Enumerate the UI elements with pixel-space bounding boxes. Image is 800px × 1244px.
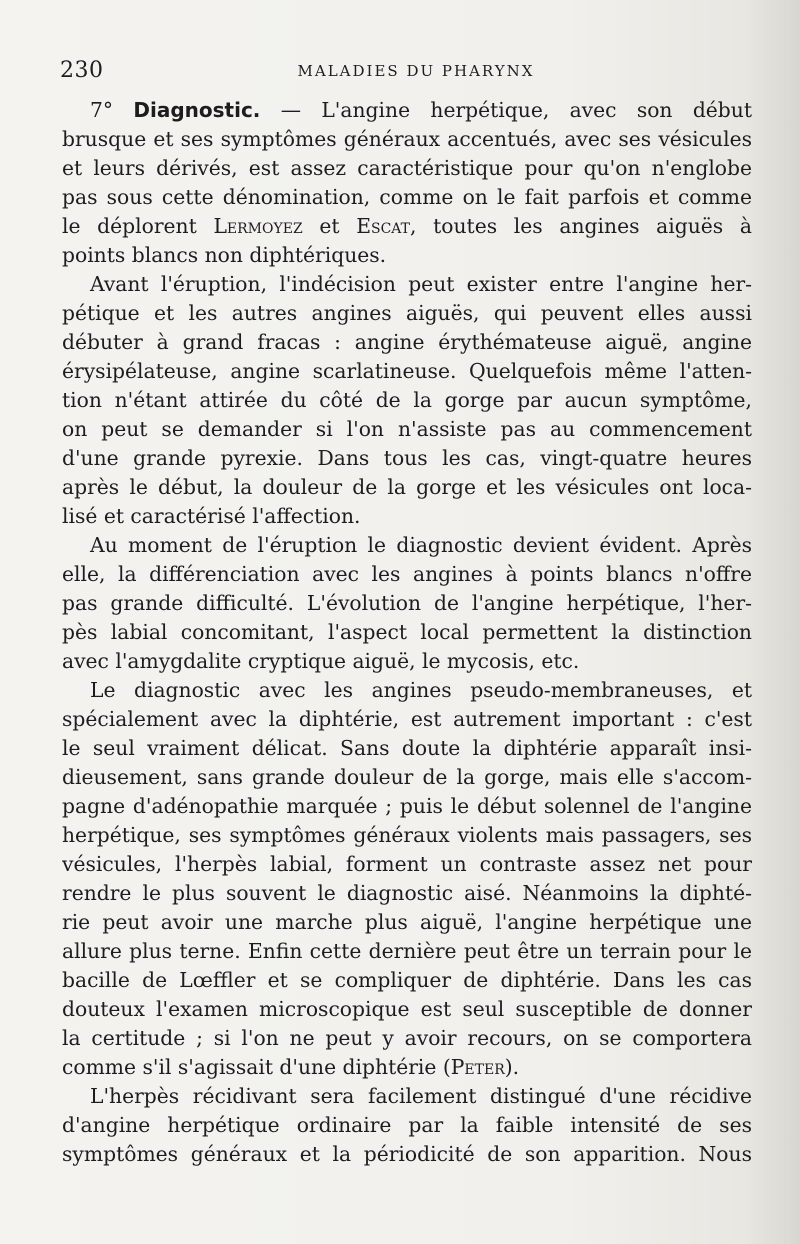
- text-line: débuter à grand fracas : angine érythémateuse aiguë, angine: [62, 330, 752, 354]
- text-line: rendre le plus souvent le diagnostic aisé. Néanmoins la diphté-: [62, 881, 752, 905]
- text-line: allure plus terne. Enfin cette dernière peut être un terrain pour le: [62, 939, 752, 963]
- author-name: Peter: [450, 1055, 505, 1079]
- text-line: d'angine herpétique ordinaire par la faible intensité de ses: [62, 1113, 752, 1137]
- text-line: comme s'il s'agissait d'une diphtérie (Peter).: [62, 1055, 520, 1079]
- running-title: MALADIES DU PHARYNX: [297, 62, 535, 80]
- text-line: le déplorent Lermoyez et Escat, toutes les angines aiguës à: [62, 214, 752, 238]
- text-line: pas grande difficulté. L'évolution de l'angine herpétique, l'her-: [62, 591, 752, 615]
- text-line: le seul vraiment délicat. Sans doute la diphtérie apparaît insi-: [62, 736, 752, 760]
- text-line: points blancs non diphtériques.: [62, 243, 387, 267]
- text-line: 7° Diagnostic. — L'angine herpétique, avec son début: [90, 98, 752, 122]
- text-line: avec l'amygdalite cryptique aiguë, le mycosis, etc.: [62, 649, 580, 673]
- text-line: douteux l'examen microscopique est seul susceptible de donner: [62, 997, 752, 1021]
- text-line: symptômes généraux et la périodicité de son apparition. Nous: [62, 1142, 752, 1166]
- text-line: et leurs dérivés, est assez caractéristique pour qu'on n'englobe: [62, 156, 752, 180]
- text-line: rie peut avoir une marche plus aiguë, l'angine herpétique une: [62, 910, 752, 934]
- text-line: pétique et les autres angines aiguës, qui peuvent elles aussi: [62, 301, 752, 325]
- text-line: herpétique, ses symptômes généraux violents mais passagers, ses: [62, 823, 752, 847]
- section-heading: Diagnostic.: [133, 98, 261, 122]
- text-line: spécialement avec la diphtérie, est autrement important : c'est: [62, 707, 752, 731]
- text-line: Avant l'éruption, l'indécision peut exister entre l'angine her-: [90, 272, 752, 296]
- text-line: Au moment de l'éruption le diagnostic devient évident. Après: [90, 533, 752, 557]
- text-line: après le début, la douleur de la gorge et les vésicules ont loca-: [62, 475, 752, 499]
- text-line: érysipélateuse, angine scarlatineuse. Quelquefois même l'atten-: [62, 359, 752, 383]
- text-line: L'herpès récidivant sera facilement distingué d'une récidive: [90, 1084, 752, 1108]
- text-line: d'une grande pyrexie. Dans tous les cas, vingt-quatre heures: [62, 446, 752, 470]
- text-line: brusque et ses symptômes généraux accentués, avec ses vésicules: [62, 127, 752, 151]
- text-line: tion n'étant attirée du côté de la gorge par aucun symptôme,: [62, 388, 752, 412]
- author-name: Escat: [356, 214, 410, 238]
- body-text: [62, 96, 752, 1169]
- author-name: Lermoyez: [213, 214, 303, 238]
- section-number: 7°: [90, 98, 114, 122]
- text-line: dieusement, sans grande douleur de la gorge, mais elle s'accom-: [62, 765, 752, 789]
- text-line: Le diagnostic avec les angines pseudo-membraneuses, et: [90, 678, 752, 702]
- text-line: pagne d'adénopathie marquée ; puis le début solennel de l'angine: [62, 794, 752, 818]
- text-line: la certitude ; si l'on ne peut y avoir recours, on se comportera: [62, 1026, 752, 1050]
- text-line: vésicules, l'herpès labial, forment un contraste assez net pour: [62, 852, 752, 876]
- text-line: on peut se demander si l'on n'assiste pas au commencement: [62, 417, 752, 441]
- text-line: pas sous cette dénomination, comme on le fait parfois et comme: [62, 185, 752, 209]
- text-line: bacille de Lœffler et se compliquer de diphtérie. Dans les cas: [62, 968, 752, 992]
- page-number: 230: [60, 58, 104, 83]
- text-line: lisé et caractérisé l'affection.: [62, 504, 361, 528]
- text-line: elle, la différenciation avec les angines à points blancs n'offre: [62, 562, 752, 586]
- page-header: [60, 58, 752, 88]
- text-line: pès labial concomitant, l'aspect local permettent la distinction: [62, 620, 752, 644]
